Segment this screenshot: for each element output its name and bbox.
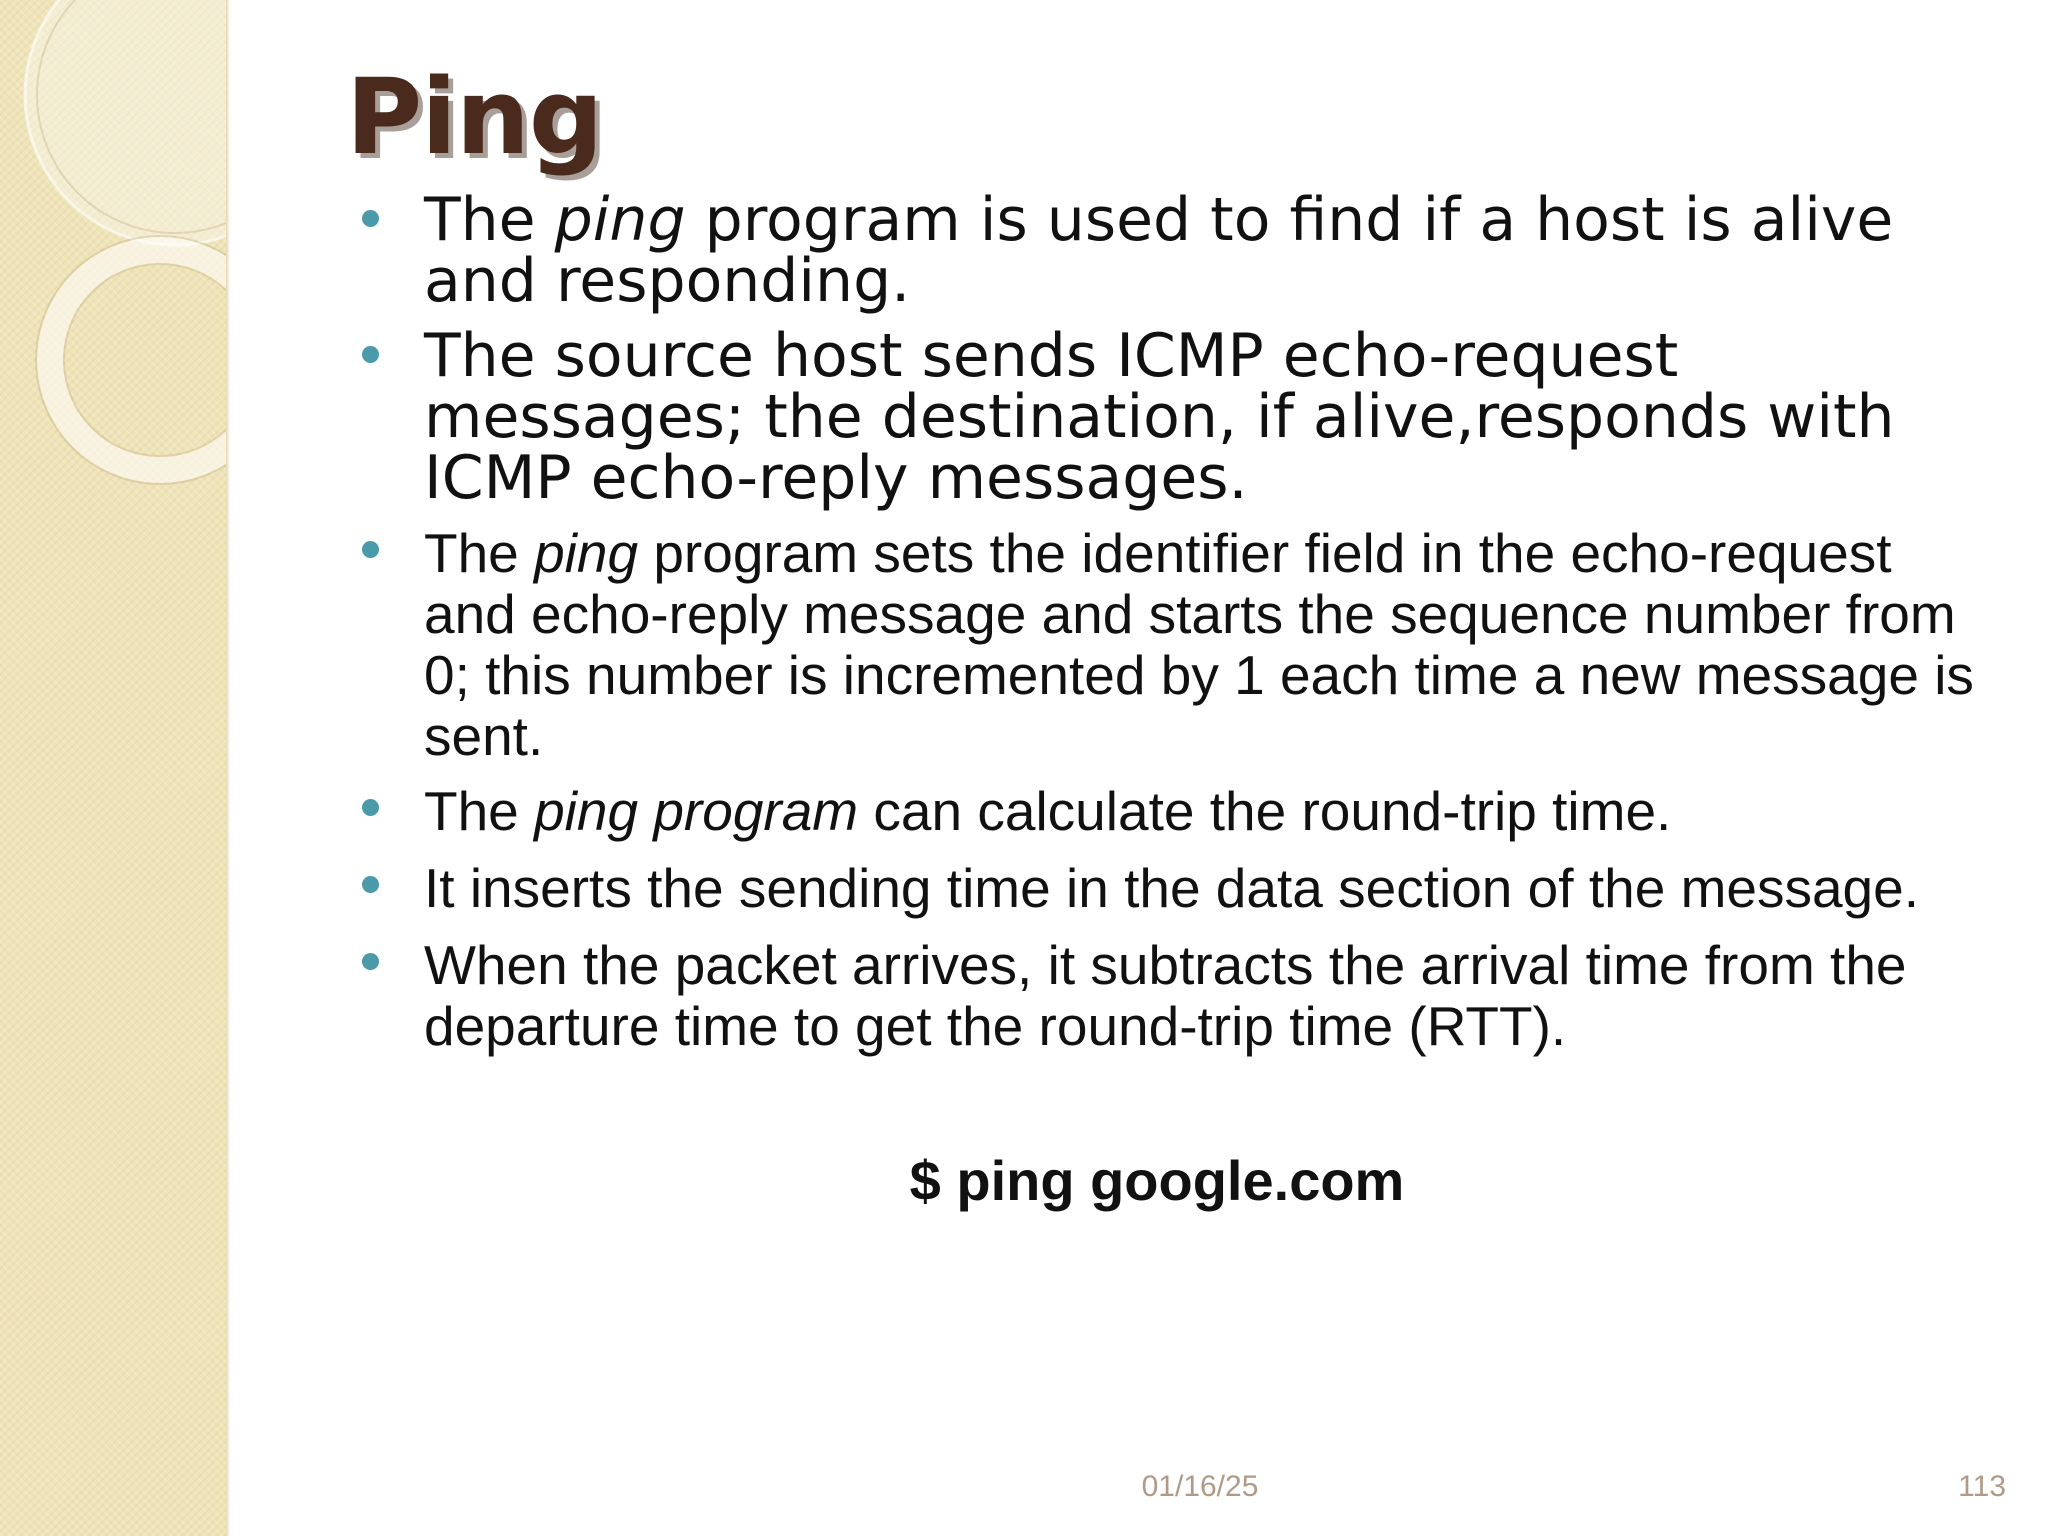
bullet-text-pre: The xyxy=(424,522,535,584)
bullet-item xyxy=(358,935,1998,1057)
decorative-rings xyxy=(0,0,226,520)
slide-title: Ping xyxy=(346,56,603,178)
bullet-text: When the packet arrives, it subtracts the arrival time from the departure time to get the round-trip time (RTT). xyxy=(424,934,1907,1057)
side-band-edge xyxy=(226,0,230,1536)
bullet-text-emphasis: ping program xyxy=(534,780,859,842)
bullet-item xyxy=(358,523,1998,767)
bullet-marker-icon xyxy=(362,876,379,893)
bullet-marker-icon xyxy=(362,210,379,227)
bullet-text: It inserts the sending time in the data section of the message. xyxy=(424,857,1920,919)
bullet-marker-icon xyxy=(362,799,379,816)
bullet-item xyxy=(358,781,1998,842)
footer-page-number: 113 xyxy=(1958,1470,2006,1503)
bullet-text-pre: The xyxy=(424,185,555,255)
bullet-text-pre: The xyxy=(424,780,535,842)
bullet-list xyxy=(358,185,1998,1071)
bullet-marker-icon xyxy=(362,541,379,558)
bullet-text-emphasis: ping xyxy=(554,185,686,255)
bullet-item xyxy=(358,321,1998,513)
bullet-text-emphasis: ping xyxy=(534,522,639,584)
bullet-text-post: program is used to find if a host is alive and responding. xyxy=(424,185,1894,316)
bullet-text: The source host sends ICMP echo-request messages; the destination, if alive,responds with ICMP echo-reply messages. xyxy=(424,321,1895,513)
bullet-marker-icon xyxy=(362,953,379,970)
footer-date: 01/16/25 xyxy=(1141,1470,1259,1503)
bullet-marker-icon xyxy=(362,346,379,363)
bullet-item xyxy=(358,858,1998,919)
bullet-item xyxy=(358,185,1998,316)
bullet-text-post: can calculate the round-trip time. xyxy=(858,780,1672,842)
bullet-text-post: program sets the identifier field in the echo-request and echo-reply message and starts the sequence number from 0; this number is incremented by 1 each time a new message is sent. xyxy=(424,522,1974,767)
command-example: $ ping google.com xyxy=(909,1149,1405,1212)
